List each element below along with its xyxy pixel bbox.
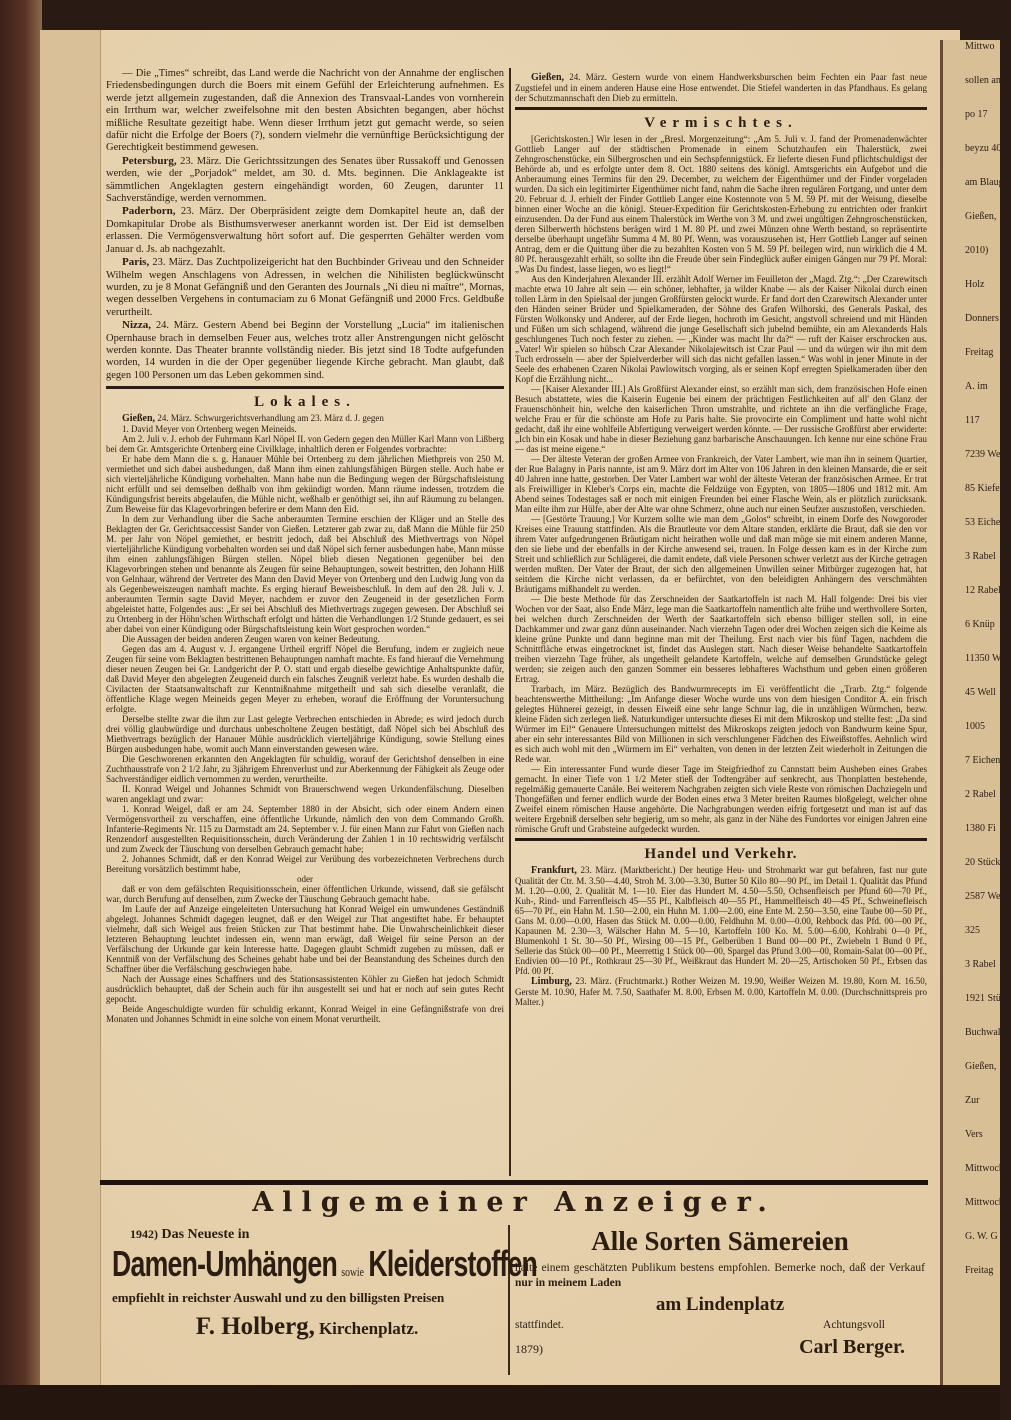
fragment-line: sollen an d bbox=[965, 75, 1009, 86]
market-frankfurt: Frankfurt, 23. März. (Marktbericht.) Der heutige Heu- und Strohmarkt war gut befahren, fast nur gute Qualität der Ctr. M. 3.50—4.40, Stroh M. 3.00—3.30, Butter 50 Kilo 80—90 Pf., im Detail 1. Qualität das Pfund M. 1.20—0.00, 2. Qualität M. 1—10. Eier das Hundert M. 4.50—5.50, Ochsenfleisch per Pfund 60—70 Pf., Kuh-, Rind- und Farrenfleisch 45—55 Pf., Kalbfleisch 40—55 Pf., Hammelfleisch 40—45 Pf., Schweinefleisch 65—70 Pf., ein Hahn M. 1.50—2.00, ein Huhn M. 1.00—2.00, eine Ente M. 2.50—3.50, eine Taube 00—50 Pf., Gans M. 0.00—0.00, Hasen das Stück M. 0.00—0.00, Feldhuhn M. 0.00—0.00, Rehbock das Pfd. 00—00 Pf., Kapaunen M. 2.30—3, Wälscher Hahn M. 5—10, Kartoffeln 100 Ko. M. 5.00—6.00, Kohlrabi 0—0 Pf., Blumenkohl 1 St. 30—50 Pf., Wirsing 00—15 Pf., Gelberüben 1 Bund 00—00 Pf., Zwiebeln 1 Bund 0 Pf., Sellerie das Stück 00—00 Pf., Meerrettig 1 Stück 00—00, Spargel das Pfund 3.00—00, Romain-Salat 00—00 Pf., Endivien 00—10 Pf., Rothkraut 25—30 Pf., Weißkraut das Hundert M. 20—25, Artischoken 50 Pf., Erbsen das Pfd. 00 Pf. bbox=[515, 865, 927, 976]
fragment-line: 12 Rabel bbox=[965, 585, 1001, 596]
page-margin bbox=[40, 30, 101, 1385]
fragment-line: 85 Kiefer bbox=[965, 483, 1004, 494]
ad-berger bbox=[515, 1225, 925, 1361]
paragraph: Derselbe stellte zwar die ihm zur Last gelegte Verbrechen entschieden in Abrede; es wird jedoch durch drei völlig glaubwürdige und durchaus unbescholtene Zeugen bestätigt, daß Nöpel sich bei Abschluß des Miethvertrags bezüglich der Hanauer Mühle ausdrücklich vierteljährige Kündigung, sowie Stellung eines Bürgen ausbedungen habe, womit auch Mann einverstanden gewesen wäre. bbox=[106, 714, 504, 755]
paragraph: Nach der Aussage eines Schaffners und des Stationsassistenten Köhler zu Gießen hat jedoch Schmidt ausdrücklich behauptet, daß der Schein auch für ihn ausgestellt sei und hat er noch auf sein gutes Recht gepocht. bbox=[106, 974, 504, 1005]
page-bottom-edge bbox=[0, 1385, 1000, 1420]
vermischtes-heading: Vermischtes. bbox=[644, 115, 798, 131]
fragment-line: po 17 bbox=[965, 109, 988, 120]
article-paris: Paris, 23. März. Das Zuchtpolizeigericht hat den Buchbinder Griveau und den Schneider Wilhelm wegen Anschlagens von Adressen, in welchen die Nihilisten beglückwünscht wurden, zu je 8 Monat Gefängniß und den Geranten des Journals „Ni dieu ni maître“, Mornas, wegen desselben Vergehens in contumaciam zu 6 Monat Gefängniß und 2000 Frcs. Geldbuße verurtheilt. bbox=[106, 256, 504, 318]
vermischtes-body bbox=[515, 134, 927, 834]
fragment-line: Freitag bbox=[965, 347, 994, 358]
ad-firm-holberg: F. Holberg, bbox=[195, 1313, 315, 1340]
section-divider bbox=[106, 386, 504, 389]
paragraph: Trarbach, im März. Bezüglich des Bandwurmrecepts im Ei veröffentlicht die „Trarb. Ztg.“ folgende beachtenswerthe Mittheilung: „Im Anfange dieser Woche wurde uns von dem hiesigen Conditor A. ein frisch gelegtes Hühnerei gezeigt, in dessen Eiweiß eine sehr lange Schnur lag, die in unzähligen Würmchen, bezw. kleine Fäden sich zerlegen ließ. Naturkundiger untersuchte dieses Ei mit dem Mikroskop und stellte fest: „Da sind Würmer im Ei!“ Genauere Untersuchungen mittelst des Mikroskops zeigten jedoch von Bandwurm keine Spur, aber ein sehr interessantes Bild von Millionen in sich verschlungener Fädchen des Eiweißstoffes. Aehnlich wird es sich auch wohl mit den „Würmern im Ei“ verhalten, von denen in der letzten Zeit wiederholt in Zeitungen die Rede war. bbox=[515, 684, 927, 764]
next-page-fragment bbox=[940, 40, 1011, 1385]
paragraph: Aus den Kinderjahren Alexander III. erzählt Adolf Werner im Feuilleton der „Magd. Ztg.“: „Der Czarewitsch machte etwa 10 Jahre alt sein — ein schöner, lebhafter, ja wilder Knabe — als der Kaiser Nikolai durch einen tollen Lärm in den Spielsaal der jungen Großfürsten gelockt wurde. Er fand dort den Czarewitsch Alexander unter den Händen seiner Brüder und Spielkameraden, der Söhne des Grafen Wilhorski, des Generals Paskal, des Fürsten Wolkonsky und Anderer, auf der Erde liegen, hochroth im Gesicht, angstvoll schreiend und mit Händen und Füßen um sich schlagend, während die junge Gesellschaft sich jubelnd bemühte, ein am Alexanderds Hals geschlungenes Tuch noch fester zu ziehen. — „Kinder was macht Ihr da?“ — ruft der Kaiser erschrocken aus. „Vater! Wir spielen so hübsch Czar Alexander Nikolajewitsch ist Czar Paul — und da würgen wir ihn mit dem Tuch erdrosseln — aber der Spielverderber will sich das nicht gefallen lassen.“ Was wohl in jener Minute in der Seele des erhabenen Czaren Nikolai Pawlowitsch vorging, als er seinen Kopf erregten Spielkameraden über den Kopf die Erzählung nicht... bbox=[515, 274, 927, 384]
fragment-line: 1380 Fi bbox=[965, 823, 996, 834]
ad-closing: stattfindet. bbox=[515, 1319, 564, 1331]
ad-location: am Lindenplatz bbox=[655, 1294, 785, 1315]
fragment-line: Vers bbox=[965, 1129, 983, 1140]
book-binding bbox=[0, 0, 42, 1420]
fragment-line: 2587 Wel bbox=[965, 891, 1004, 902]
fragment-line: 3 Rabel bbox=[965, 959, 996, 970]
column-divider bbox=[509, 68, 511, 1176]
news-block bbox=[106, 68, 504, 382]
fragment-line: 3 Rabel bbox=[965, 551, 996, 562]
lokales-intro: Gießen, 24. März. Schwurgerichtsverhandlung am 23. März d. J. gegen bbox=[122, 413, 384, 425]
paragraph: — Ein interessanter Fund wurde dieser Tage im Steigfriedhof zu Cannstatt beim Ausheben eines Grabes gemacht. In einer Tiefe von 1 1/2 Meter stieß der Todtengräber auf senkrecht, aus Thonplatten bestehende, regelmäßig gemauerte Canäle. Bei weiterem Nachgraben zeigten sich viele Reste von römischen Dachziegeln und Thongefäßen und ferner endlich wurde der Boden eines etwa 3 Meter breiten Raumes bloßgelegt, welcher ohne Zweifel einem römischen Hause angehörte. Die Nachgrabungen werden eifrig fortgesetzt und man ist auf das weitere Ergebniß derselben sehr begierig, um so mehr, als ganz in der Nähe des Fundortes vor einigen Jahren eine römische Gruft und Grabsteine aufgedeckt wurden. bbox=[515, 764, 927, 834]
paragraph: daß er von dem gefälschten Requisitionsschein, einer öffentlichen Urkunde, wissend, daß sie gefälscht war, durch Berufung auf denselben, zum Zwecke der Täuschung Gebrauch gemacht habe. bbox=[106, 884, 504, 905]
fragment-line: 7239 Well bbox=[965, 449, 1006, 460]
paragraph: Im Laufe der auf Anzeige eingeleiteten Untersuchung hat Konrad Weigel ein umwundenes Geständniß abgelegt. Johannes Schmidt dagegen leugnet, daß er den Weigel zur That angestiftet habe. Er behauptet vielmehr, daß sich Weigel aus freien Stücken zur That bestimmt habe. Die Unwahrscheinlichkeit dieser letzteren Behauptung leuchtet indessen ein, wenn man erwägt, daß Weigel für seine Person an der Verfälschung der Urkunde gar kein Interesse hatte. Dagegen glaubt Schmidt zugeben zu müssen, daß er Kenntniß von der Verfälschung des Scheines gehabt habe und bei der Beanstandung des Scheines durch den Schaffner über die Verfälschung geschwiegen habe. bbox=[106, 904, 504, 975]
ad-connector: sowie bbox=[341, 1264, 364, 1279]
ad-number: 1879) bbox=[515, 1342, 543, 1356]
paragraph: [Gerichtskosten.] Wir lesen in der „Bresl. Morgenzeitung“: „Am 5. Juli v. J. fand der Promenadenwächter Gottlieb Langer auf der städtischen Promenade in einem Schutzhaufen ein Thalerstück, zwei Zehngroschenstücke, ein Silbergroschen und ein Sechspfennigstück. Er lieferte diesen Fund pflichtschuldigst der Behörde ab, und es erfolgte unter dem 8. Oct. 1880 seitens des königl. Amtsgerichts ein Aufgebot und die Anberaumung eines Termins für den 29. December, zu welchem der Eigenthümer und der Finder vorgeladen wurden. Da sich ein legitimirter Eigenthümer nicht fand, nahm die Sache ihren regulären Fortgang, und unter dem 20. Februar d. J. erhielt der Finder Gottlieb Langer eine Kostennote von 5 M. 59 Pf. mit der Weisung, dieselbe binnen einer Woche an die königl. Steuer-Expedition für Gerichtskosten-Erhebung zu entrichten oder frankirt einzusenden. Da der Fund aus einem Thalerstück im Werthe von 3 M. und zwei ungültigen Zehngroschenstücken, deren Silberwerth höchstens berägen wird 1 M. 80 Pf. und zwei Münzen ohne Werth bestand, so repräsentirte derselbe überhaupt ungefähr Summa 4 M. 80 Pf. Wenn, was vorauszusehen ist, Herr Gottlieb Langer auf seinen Antrag, dem er die Quittung über die zu bezahlten Kosten von 5 M. 59 Pf. beilegen wird, nun wirklich die 4 M. 80 Pf. herausgezahlt erhält, so sollte ihn die Freude über sein Findeglück außer einigen Gängen nur 79 Pf. Moral: „Was Du findest, lasse liegen, wo es liegt!“ bbox=[515, 134, 927, 274]
fragment-line: Buchwal bbox=[965, 1027, 1001, 1038]
handel-heading: Handel und Verkehr. bbox=[644, 846, 798, 862]
fragment-line: G. W. G bbox=[965, 1231, 998, 1242]
left-column bbox=[106, 68, 504, 1024]
article-giessen-theft: Gießen, 24. März. Gestern wurde von einem Handwerksburschen beim Fechten ein Paar fast neue Zugstiefel und in einem anderen Hause eine Hose entwendet. Die Stiefel wanderten in das Pfandhaus. Es gelang der Schutzmannschaft den Dieb zu ermitteln. bbox=[515, 72, 927, 103]
paragraph: II. Konrad Weigel und Johannes Schmidt von Brauerschwend wegen Urkundenfälschung. Dieselben waren angeklagt und zwar: bbox=[106, 784, 504, 805]
fragment-line: Zur bbox=[965, 1095, 980, 1106]
fragment-line: 2 Rabel bbox=[965, 789, 996, 800]
paragraph: Beide Angeschuldigte wurden für schuldig erkannt, Konrad Weigel in eine Gefängnißstrafe von drei Monaten und Johannes Schmidt in eine solche von einem Monat verurtheilt. bbox=[106, 1004, 504, 1025]
article-petersburg: Petersburg, 23. März. Die Gerichtssitzungen des Senates über Russakoff und Genossen werden, wie der „Porjadok“ meldet, am 30. d. Mts. beginnen. Die Anklageakte ist sämmtlichen Angeklagten gestern eingehändigt worden, 60 Zeugen, darunter 11 Sachverständige, werden vernommen. bbox=[106, 154, 504, 205]
advertiser-heading: Allgemeiner Anzeiger. bbox=[252, 1187, 776, 1218]
fragment-line: 117 bbox=[965, 415, 980, 426]
fragment-line: Holz bbox=[965, 279, 985, 290]
paragraph: In dem zur Verhandlung über die Sache anberaumten Termine erschien der Kläger und an Stelle des Beklagten der Gr. Gerichtsaccessist Sander von Gießen. Letzterer gab zwar zu, daß Mann die Mühle für 250 M. per Jahr von Nöpel gemiethet, er bestritt jedoch, daß bei Abschluß des Miethvertrags von Nöpel vierteljährliche Kündigung vorbehalten worden sei und daß Nöpel sich ferner ausbedungen habe, Mann müsse ihm einen zahlungsfähigen Bürgen stellen. Nöpel blieb diesen Negationen gegenüber bei den Klagevorbringen stehen und benannte als Zeugen für seine Behauptungen, soweit bestritten, den Johann Hilß von Gelnhaar, während der Vertreter des Mann den David Meyer von Ortenberg und den Ludwig Jung von da als Gegenbeweiszeugen namhaft machte. Es erging hierauf Beweisbeschluß. In dem auf den 28. Juli v. J. anberaumten Termin sagte David Meyer, nachdem er zuvor den Zeugeneid in der gesetzlichen Form abgeleistet hatte, Folgendes aus: „Er sei bei Abschluß des Miethvertrags zugegen gewesen. Der Abschluß sei zu Ortenberg in der Höhn'schen Wirthschaft erfolgt und hätten die Verhandlungen 1/2 Stunde gedauert, es sei aber dabei von einer Kündigung oder Bürgschaftsleistung kein Wort gesprochen worden.“ bbox=[106, 514, 504, 635]
fragment-line: 1921 Stück bbox=[965, 993, 1011, 1004]
paragraph: Er habe dem Mann die s. g. Hanauer Mühle bei Ortenberg zu dem jährlichen Miethpreis von 250 M. vermiethet und sich dabei ausbedungen, daß Mann ihm einen zahlungsfähigen Bürgen stelle. Auch habe er sich vierteljährliche Kündigung vorbehalten. Mann habe nun die Bedingung wegen der Bürgschaftsleistung nicht erfüllt und sei demselben deßhalb von ihm gekündigt worden. Mann räume indessen, trotzdem die Kündigungsfrist bereits abgelaufen, die Mühle nicht, weßhalb er genöthigt sei, ihn auf Räumung zu belangen. Zum Beweise für das Klagevorbringen beferire er dem Mann den Eid. bbox=[106, 454, 504, 515]
ad-address: Kirchenplatz. bbox=[318, 1319, 419, 1338]
paragraph: — [Kaiser Alexander III.] Als Großfürst Alexander einst, so erzählt man sich, dem französischen Hofe einen Besuch abstattete, wies die Kaiserin Eugenie bei einem der prächtigen Festlichkeiten auf all' den Glanz der Frauenschönheit hin, welche den kaiserlichen Thron umstrahlte, und richtete an ihn die verfängliche Frage, welche Frau er für die schönste am Hofe zu Paris halte. Sie provocirte ein Compliment und hatte wohl nicht gedacht, daß ihr eine wohlfeile Abfertigung verweigert werden könnte. — Der russische Großfürst aber erwiderte: „Ich bin ein Kosak und habe in dieser Beziehung ganz barbarische Anschauungen. Ich kenne nur eine schöne Frau — das ist meine eigene.“ bbox=[515, 384, 927, 454]
fragment-line: Gießen, bbox=[965, 211, 997, 222]
fragment-line: Mittwoch bbox=[965, 1197, 1004, 1208]
ad-item-kleiderstoffen: Kleiderstoffen bbox=[368, 1243, 538, 1284]
ad-text: halte einem geschätzten Publikum bestens empfohlen. Bemerke noch, daß der Verkauf nur in meinem Laden bbox=[515, 1262, 925, 1289]
paragraph: Die Geschworenen erkannten den Angeklagten für schuldig, worauf der Gerichtshof denselben in eine Zuchthausstrafe von 2 1/2 Jahr, zu 3jährigem Ehrenverlust und zur Aberkennung der Fähigkeit als Zeuge oder Sachverständiger eidlich vernommen zu werden, verurtheilte. bbox=[106, 754, 504, 785]
paragraph: 1. Konrad Weigel, daß er am 24. September 1880 in der Absicht, sich oder einem Andern einen Vermögensvortheil zu verschaffen, eine öffentliche Urkunde, nämlich den von dem Commando Großh. Infanterie-Regiments Nr. 115 zu Darmstadt am 24. September v. J. für einen Mann zur Fahrt von Gießen nach Renzendorf ausgestellten Requisitionsschein, durch Veränderung der Zahlen 1 in 10 rechtswidrig verfälscht und zum Zweck der Täuschung von derselben Gebrauch gemacht habe; bbox=[106, 804, 504, 855]
fragment-line: Donners bbox=[965, 313, 999, 324]
article-nizza: Nizza, 24. März. Gestern Abend bei Beginn der Vorstellung „Lucia“ im italienischen Opernhause brach in demselben Feuer aus, welches trotz aller Anstrengungen nicht gelöscht werden konnte. Das Theater brannte vollständig nieder. Bis jetzt sind 18 Todte aufgefunden worden, 14 wurden in die der Oper gegenüber liegende Kirche gebracht. Man glaubt, daß gegen 100 Personen um das Leben gekommen sind. bbox=[106, 319, 504, 381]
ad-item-damen-umhaengen: Damen-Umhängen bbox=[112, 1243, 337, 1284]
paragraph: — [Gestörte Trauung.] Vor Kurzem sollte wie man dem „Golos“ schreibt, in einem Dorfe des Nowgoroder Kreises eine Trauung stattfinden. Als die Brautleute vor dem Altare standen, erklärte die Braut, daß sie den vor ihrem Vater aufgedrungenen Bräutigam nicht heirathen wolle und daß man möge sie mit einem anderen Manne, den sie liebe und der ebenfalls in der Kirche anwesend sei, trauen. In Folge dessen kam es in der Kirche zum Streit und schließlich zur Schlägerei, die damit endete, daß viele Personen schwer verletzt aus der Kirche getragen werden mußten. Der Vater der Braut, der sich den allgemeinen Unwillen seiner Mitbürger zugezogen hat, hat seitdem die Kirche nicht verlassen, da er befürchtet, von den beleidigten Anhängern des verschmähten Bräutigams mißhandelt zu werden. bbox=[515, 514, 927, 594]
paragraph: 1. David Meyer von Ortenberg wegen Meineids. bbox=[122, 424, 297, 435]
paragraph: Gegen das am 4. August v. J. ergangene Urtheil ergriff Nöpel die Berufung, indem er zugleich neue Zeugen für seine vom Beklagten bestrittenen Behauptungen namhaft machte. Es fand hierauf die Vernehmung dieser neuen Zeugen bei Gr. Landgericht der P. O. statt und ergab dieselbe gewichtige Anhaltspunkte dafür, daß David Meyer den abgelegten Zeugeneid durch ein falsches Zeugniß verletzt habe. Es wurden deshalb die Civilacten der Staatsanwaltschaft zur Kenntnißnahme mitgetheilt und sah sich dieselbe veranlaßt, die öffentliche Klage wegen Meineids gegen Meyer zu erheben, worauf die Eröffnung der Voruntersuchung erfolgte. bbox=[106, 644, 504, 715]
fragment-line: Freitag bbox=[965, 1265, 994, 1276]
fragment-line: 7 Eichen bbox=[965, 755, 1001, 766]
ad-number: 1942) bbox=[130, 1227, 158, 1241]
ad-firm-berger: Carl Berger. bbox=[799, 1336, 905, 1358]
ad-tagline: empfiehlt in reichster Auswahl und zu den billigsten Preisen bbox=[112, 1290, 445, 1305]
fragment-line: beyzu 40 bbox=[965, 143, 1002, 154]
lokales-heading: Lokales. bbox=[254, 394, 356, 411]
fragment-line: am Blaug bbox=[965, 177, 1004, 188]
paragraph: — Die beste Methode für das Zerschneiden der Saatkartoffeln ist nach M. Hall folgende: Drei bis vier Wochen vor der Saat, also Ende März, lege man die Saatkartoffeln namentlich alte frühe und werthvollere Sorten, bei welchen durch Zerschneiden der Werth der Saatkartoffeln sich ebenso billiger stellen soll, in eine Dachkammer und zwar ganz dünn auseinander. Nach vierzehn Tagen oder drei Wochen zeigen sich die Keime als kleine grüne Punkte und dann beginne man mit der Theilung. Erst nach vier bis fünf Tagen, nachdem die Schnittfläche etwas eingetrocknet ist, findet das Auslegen statt. Nach dieser Weise behandelte Saatkartoffeln treiben vierzehn Tage früher, als ungetheilt gelandete Kartoffeln, welche auf demselben Grundstücke gelegt werden; sie zeigen auch den ganzen Sommer ein besseres lebhafteres Wachsthum und geben einen größeren Ertrag. bbox=[515, 594, 927, 684]
fragment-line: Mittwoch bbox=[965, 1163, 1004, 1174]
paragraph: — Der älteste Veteran der großen Armee von Frankreich, der Vater Lambert, wie man ihn in seinem Quartier, der Rue Balagny in Paris nannte, ist am 9. März dort im Alter von 106 Jahren in den kleinen Mansarde, die er seit 40 Jahren inne hatte, gestorben. Der Vater Lambert war wohl der älteste Veteran der französischen Armee. Er trat als Freiwilliger in Kleber's Corps ein, machte die Feldzüge von Egypten, von 1805—1806 und 1812 mit. Am Abend seines Todestages saß er noch mit einigen Freunden bei einer Flasche Wein, als er plötzlich zurücksank. Man eilte ihm zur Hülfe, aber der Alte war ohne Schmerz, ohne auch nur einen Seufzer auszustoßen, verschieden. bbox=[515, 454, 927, 514]
fragment-line: Mittwo bbox=[965, 41, 995, 52]
paragraph: Am 2. Juli v. J. erhob der Fuhrmann Karl Nöpel II. von Gedern gegen den Müller Karl Mann von Lißberg bei dem Gr. Amtsgerichte Ortenberg eine Civilklage, inhaltlich deren er Folgendes vorbrachte: bbox=[106, 434, 504, 455]
fragment-line: 45 Well bbox=[965, 687, 996, 698]
paragraph: oder bbox=[297, 874, 313, 885]
right-column bbox=[515, 72, 927, 1007]
article-times: — Die „Times“ schreibt, das Land werde die Nachricht von der Annahme der englischen Friedensbedingungen durch die Boers mit einem Gefühl der Erleichterung aufnehmen. Es werde jetzt allgemein zugestanden, daß die Annexion des Transvaal-Landes von vornherein ein Irrthum war, welcher zweifelsohne mit den besten Absichten begangen, aber höchst mißliche Resultate gezeitigt habe. Wenn dieser Irrthum jetzt gut gemacht werde, so seien dafür nicht die Erfolge der Boers (?), sondern vielmehr die vernünftige Berücksichtigung der Gerechtigkeit bestimmend gewesen. bbox=[106, 68, 504, 154]
ad-signoff: Achtungsvoll bbox=[823, 1319, 885, 1331]
fragment-line: Gießen, bbox=[965, 1061, 997, 1072]
ad-intro: Das Neueste in bbox=[161, 1227, 250, 1242]
fragment-line: 1005 bbox=[965, 721, 985, 732]
fragment-line: 20 Stück bbox=[965, 857, 1001, 868]
fragment-line: 325 bbox=[965, 925, 980, 936]
lokales-section bbox=[106, 386, 504, 1024]
advertiser-rule bbox=[100, 1180, 928, 1185]
paragraph: Die Aussagen der beiden anderen Zeugen waren von keiner Bedeutung. bbox=[122, 634, 380, 645]
section-divider bbox=[515, 107, 927, 110]
fragment-line: 53 Eichen bbox=[965, 517, 1006, 528]
fragment-line: A. im bbox=[965, 381, 988, 392]
ad-headline: Alle Sorten Sämereien bbox=[591, 1226, 849, 1256]
fragment-line: 2010) bbox=[965, 245, 989, 256]
article-paderborn: Paderborn, 23. März. Der Oberpräsident zeigte dem Domkapitel heute an, daß der Domkapitular Drobe als Bisthumsverweser anerkannt worden ist. Der Eid ist demselben erlassen. Die Vermögensverwaltung hört sofort auf. Die gesperrten Gehälter werden vom Januar d. Js. ab nachgezahlt. bbox=[106, 205, 504, 255]
market-limburg: Limburg, 23. März. (Fruchtmarkt.) Rother Weizen M. 19.90, Weißer Weizen M. 19.80, Korn M. 16.50, Gerste M. 10.90, Hafer M. 7.50, Saathafer M. 8.00, Erbsen M. 0.00, Kartoffeln M. 0.00. (Durchschnittspreis pro Malter.) bbox=[515, 976, 927, 1007]
ad-holberg bbox=[112, 1226, 538, 1345]
fragment-line: 11350 Well bbox=[965, 653, 1011, 664]
section-divider bbox=[515, 838, 927, 841]
paragraph: 2. Johannes Schmidt, daß er den Konrad Weigel zur Verübung des vorbezeichneten Verbrechens durch Bereitung vorsätzlich bestimmt habe, bbox=[106, 854, 504, 875]
fragment-line: 6 Knüp bbox=[965, 619, 995, 630]
